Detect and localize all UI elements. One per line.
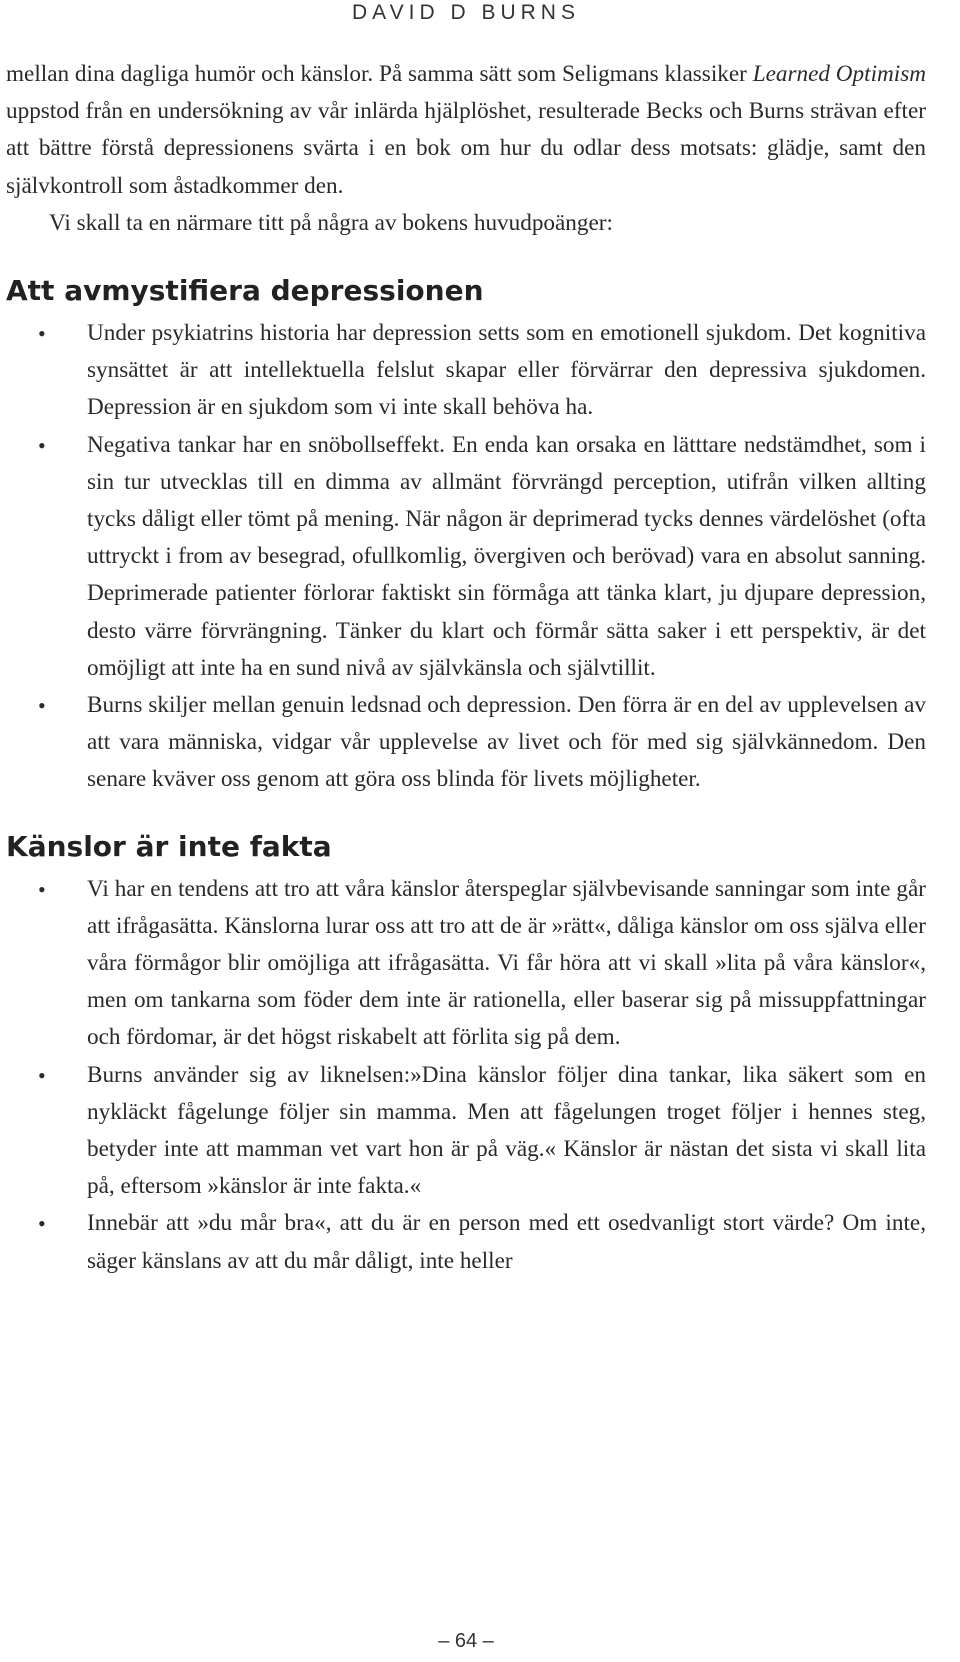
bullet-text: Innebär att »du mår bra«, att du är en person med ett osedvanligt stort värde? Om inte, säger känslans av att du mår dåligt, inte heller [87,1210,926,1274]
body-text [6,56,926,1280]
bullet-text: Vi har en tendens att tro att våra känslor återspeglar självbevisande sanningar som inte går att ifrågasätta. Känslorna lurar oss att tro att de är »rätt«, dåliga känslor om oss själva eller våra förmågor blir omöjliga att ifrågasätta. Vi får höra att vi skall »lita på våra känslor«, men om tankarna som föder dem inte är rationella, eller baserar sig på missuppfattningar och fördomar, är det högst riskabelt att förlita sig på dem. [87,875,926,1051]
bullet-text: Under psykiatrins historia har depression setts som en emotionell sjukdom. Det kognitiva synsättet är att intellektuella felslut skapar eller förvärrar den depressiva sjukdomen. Depression är en sjukdom som vi inte skall behöva ha. [87,320,926,421]
bullet-item [6,1057,926,1206]
bullet-item [6,1205,926,1279]
intro-text-part2: uppstod från en undersökning av vår inlärda hjälplöshet, resulterade Becks och Burns strävan efter att bättre förstå depressionens svärta i en bok om hur du odlar dess motsats: glädje, samt den självkontroll som åstadkommer den. [6,98,926,199]
bullet-icon: • [38,432,46,458]
bullet-item [6,315,926,427]
bullet-text: Burns skiljer mellan genuin ledsnad och depression. Den förra är en del av upplevelsen av att vara människa, vidgar vår upplevelse av livet och för med sig självkännedom. Den senare kväver oss genom att göra oss blinda för livets möjligheter. [87,692,926,793]
page-number: – 64 – [438,1630,494,1652]
bullet-text: Negativa tankar har en snöbollseffekt. En enda kan orsaka en lätttare nedstämdhet, som i sin tur utvecklas till en dimma av allmänt förvrängd perception, utifrån vilken allting tycks dåligt eller tömt på mening. När någon är deprimerad tycks dennes värdelöshet (ofta uttryckt i from av besegrad, ofullkomlig, övergiven och berövad) vara en absolut sanning. Deprimerade patienter förlorar faktiskt sin förmåga att tänka klart, ju djupare depression, desto värre förvrängning. Tänker du klart och förmår sätta saker i ett perspektiv, är det omöjligt att inte ha en sund nivå av självkänsla och självtillit. [87,431,926,681]
bullet-list-demystify [6,315,926,799]
bullet-icon: • [38,876,46,902]
bullet-text: Burns använder sig av liknelsen:»Dina känslor följer dina tankar, lika säkert som en nykläckt fågelunge följer sin mamma. Men att fågelungen troget följer i hennes steg, betyder inte att mamman vet vart hon är på väg.« Känslor är nästan det sista vi skall lita på, eftersom »känslor är inte fakta.« [87,1061,926,1200]
intro-paragraph-2: Vi skall ta en närmare titt på några av bokens huvudpoänger: [49,209,613,236]
bullet-icon: • [38,693,46,719]
bullet-icon: • [38,321,46,347]
bullet-item [6,687,926,799]
bullet-icon: • [38,1062,46,1088]
bullet-list-feelings [6,871,926,1280]
intro-text-part1: mellan dina dagliga humör och känslor. På samma sätt som Seligmans klassiker [6,61,753,87]
bullet-item [6,427,926,687]
document-page [6,0,926,1662]
book-title-italic: Learned Optimism [752,61,926,87]
bullet-icon: • [38,1211,46,1237]
intro-paragraph [6,56,926,205]
bullet-item [6,871,926,1057]
section-heading-feelings: Känslor är inte fakta [6,829,332,863]
section-heading-demystify: Att avmystifiera depressionen [6,274,484,308]
running-head: DAVID D BURNS [352,1,580,24]
